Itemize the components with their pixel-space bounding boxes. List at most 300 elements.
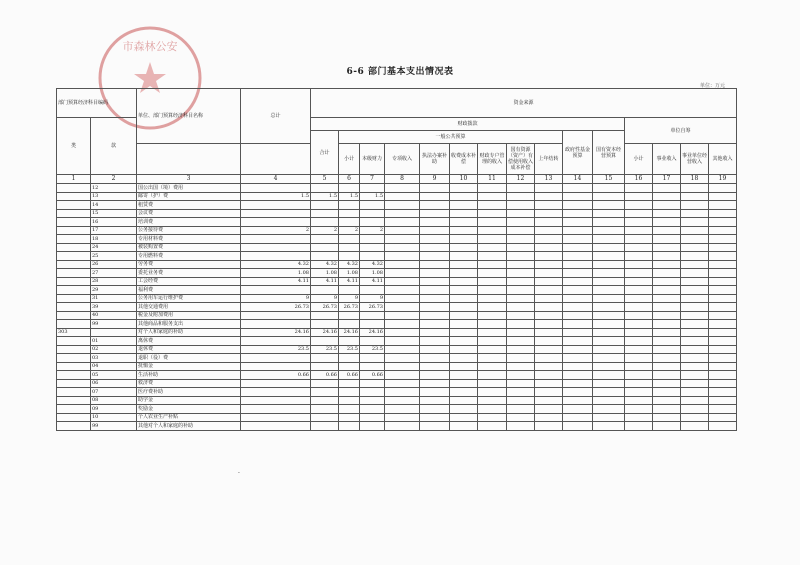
empty-cell (450, 362, 478, 371)
subject-name-cell: 公务接待费 (137, 226, 241, 235)
subject-name-cell: 对个人和家庭的补助 (137, 328, 241, 337)
table-row (57, 396, 737, 405)
expenditure-table (56, 88, 737, 431)
sum-cell: 1.5 (311, 192, 339, 201)
column-number: 8 (385, 175, 420, 184)
total-cell (241, 218, 311, 227)
subject-name-cell: 其他对个人和家庭的补助 (137, 422, 241, 431)
header-special: 专项收入 (385, 144, 420, 175)
empty-cell (535, 379, 563, 388)
empty-cell (478, 422, 507, 431)
item-cell: 29 (91, 286, 137, 295)
column-number-row (57, 175, 737, 184)
empty-cell (478, 320, 507, 329)
empty-cell (709, 226, 737, 235)
empty-cell (593, 320, 625, 329)
empty-cell (653, 388, 681, 397)
sum-cell: 1.08 (311, 269, 339, 278)
subtotal-cell (339, 243, 360, 252)
empty-cell (653, 226, 681, 235)
empty-cell (450, 269, 478, 278)
sum-cell: 2 (311, 226, 339, 235)
sum-cell (311, 311, 339, 320)
subtotal-cell (339, 362, 360, 371)
empty-cell (681, 294, 709, 303)
subtotal-cell: 4.32 (339, 260, 360, 269)
empty-cell (478, 218, 507, 227)
empty-cell (420, 260, 450, 269)
empty-cell (593, 192, 625, 201)
this-year-cell (360, 184, 385, 193)
empty-cell (709, 413, 737, 422)
empty-cell (385, 388, 420, 397)
empty-cell (593, 328, 625, 337)
sum-cell: 0.66 (311, 371, 339, 380)
empty-cell (450, 294, 478, 303)
subtotal-cell (339, 396, 360, 405)
empty-cell (535, 218, 563, 227)
total-cell (241, 405, 311, 414)
empty-cell (563, 396, 593, 405)
item-cell: 99 (91, 320, 137, 329)
class-cell (57, 184, 91, 193)
class-cell (57, 388, 91, 397)
empty-cell (535, 184, 563, 193)
empty-cell (593, 311, 625, 320)
total-cell: 0.66 (241, 371, 311, 380)
empty-cell (535, 192, 563, 201)
sum-cell (311, 252, 339, 261)
item-cell: 02 (91, 345, 137, 354)
empty-cell (563, 235, 593, 244)
empty-cell (681, 260, 709, 269)
empty-cell (478, 184, 507, 193)
empty-cell (507, 328, 535, 337)
empty-cell (507, 192, 535, 201)
class-cell: 303 (57, 328, 91, 337)
empty-cell (420, 337, 450, 346)
empty-cell (507, 413, 535, 422)
empty-cell (420, 311, 450, 320)
empty-cell (535, 362, 563, 371)
empty-cell (478, 311, 507, 320)
subtotal-cell: 0.66 (339, 371, 360, 380)
total-cell (241, 362, 311, 371)
empty-cell (625, 277, 653, 286)
empty-cell (563, 320, 593, 329)
empty-cell (420, 286, 450, 295)
empty-cell (709, 422, 737, 431)
subject-name-cell: 生活补助 (137, 371, 241, 380)
empty-cell (593, 345, 625, 354)
item-cell: 12 (91, 184, 137, 193)
empty-cell (653, 354, 681, 363)
class-cell (57, 345, 91, 354)
table-row (57, 201, 737, 210)
empty-cell (450, 371, 478, 380)
column-number: 19 (709, 175, 737, 184)
empty-cell (478, 379, 507, 388)
empty-cell (420, 388, 450, 397)
empty-cell (385, 405, 420, 414)
column-number: 12 (507, 175, 535, 184)
empty-cell (563, 371, 593, 380)
empty-cell (709, 371, 737, 380)
table-row (57, 184, 737, 193)
subject-name-cell: 公务用车运行维护费 (137, 294, 241, 303)
this-year-cell: 26.73 (360, 303, 385, 312)
empty-cell (625, 413, 653, 422)
empty-cell (450, 226, 478, 235)
table-row (57, 235, 737, 244)
class-cell (57, 337, 91, 346)
sum-cell (311, 320, 339, 329)
empty-cell (709, 235, 737, 244)
empty-cell (385, 184, 420, 193)
empty-cell (625, 303, 653, 312)
empty-cell (385, 311, 420, 320)
column-number: 10 (450, 175, 478, 184)
empty-cell (420, 371, 450, 380)
empty-cell (385, 192, 420, 201)
empty-cell (653, 405, 681, 414)
page-title: 6-6 部门基本支出情况表 (346, 67, 454, 77)
empty-cell (450, 354, 478, 363)
empty-cell (478, 252, 507, 261)
empty-cell (625, 396, 653, 405)
table-row (57, 354, 737, 363)
empty-cell (625, 269, 653, 278)
empty-cell (450, 337, 478, 346)
subtotal-cell (339, 209, 360, 218)
this-year-cell (360, 209, 385, 218)
empty-cell (709, 320, 737, 329)
empty-cell (420, 184, 450, 193)
empty-cell (625, 362, 653, 371)
header-operating-income: 事业单位经营收入 (681, 144, 709, 175)
empty-cell (535, 303, 563, 312)
header-class: 类 (57, 118, 91, 175)
empty-cell (681, 226, 709, 235)
class-cell (57, 371, 91, 380)
this-year-cell (360, 362, 385, 371)
sum-cell (311, 405, 339, 414)
empty-cell (681, 405, 709, 414)
total-cell: 24.16 (241, 328, 311, 337)
table-row (57, 337, 737, 346)
total-cell (241, 311, 311, 320)
total-cell (241, 337, 311, 346)
empty-cell (478, 286, 507, 295)
empty-cell (709, 388, 737, 397)
empty-cell (625, 371, 653, 380)
sum-cell (311, 201, 339, 210)
subject-name-cell: 租赁费 (137, 201, 241, 210)
empty-cell (535, 243, 563, 252)
empty-cell (681, 320, 709, 329)
empty-cell (420, 303, 450, 312)
item-cell: 16 (91, 218, 137, 227)
table-row (57, 286, 737, 295)
empty-cell (385, 320, 420, 329)
item-cell: 27 (91, 269, 137, 278)
empty-cell (625, 243, 653, 252)
class-cell (57, 192, 91, 201)
empty-cell (450, 405, 478, 414)
empty-cell (593, 422, 625, 431)
empty-cell (653, 235, 681, 244)
empty-cell (625, 209, 653, 218)
column-number: 18 (681, 175, 709, 184)
empty-cell (478, 396, 507, 405)
empty-cell (563, 354, 593, 363)
empty-cell (450, 303, 478, 312)
empty-cell (709, 354, 737, 363)
empty-cell (681, 201, 709, 210)
empty-cell (385, 260, 420, 269)
empty-cell (385, 226, 420, 235)
empty-cell (507, 201, 535, 210)
class-cell (57, 209, 91, 218)
empty-cell (625, 405, 653, 414)
empty-cell (450, 277, 478, 286)
this-year-cell (360, 379, 385, 388)
empty-cell (420, 192, 450, 201)
empty-cell (709, 260, 737, 269)
empty-cell (653, 362, 681, 371)
empty-cell (478, 243, 507, 252)
empty-cell (563, 303, 593, 312)
header-subtotal-all: 合计 (311, 131, 339, 175)
subject-name-cell: 其他商品和服务支出 (137, 320, 241, 329)
subtotal-cell (339, 286, 360, 295)
empty-cell (420, 362, 450, 371)
table-row (57, 405, 737, 414)
empty-cell (593, 303, 625, 312)
header-other-income: 其他收入 (709, 144, 737, 175)
class-cell (57, 286, 91, 295)
this-year-cell: 4.11 (360, 277, 385, 286)
sum-cell (311, 243, 339, 252)
empty-cell (709, 303, 737, 312)
subject-name-cell: 奖励金 (137, 405, 241, 414)
subtotal-cell (339, 405, 360, 414)
item-cell: 28 (91, 277, 137, 286)
empty-cell (593, 396, 625, 405)
empty-cell (593, 286, 625, 295)
empty-cell (625, 252, 653, 261)
empty-cell (625, 337, 653, 346)
subject-name-cell: 抚恤金 (137, 362, 241, 371)
subtotal-cell: 9 (339, 294, 360, 303)
empty-cell (593, 252, 625, 261)
sum-cell: 9 (311, 294, 339, 303)
empty-cell (478, 269, 507, 278)
empty-cell (535, 252, 563, 261)
subtotal-cell (339, 379, 360, 388)
this-year-cell: 1.08 (360, 269, 385, 278)
empty-cell (478, 405, 507, 414)
empty-cell (535, 226, 563, 235)
empty-cell (478, 277, 507, 286)
class-cell (57, 303, 91, 312)
class-cell (57, 413, 91, 422)
empty-cell (563, 388, 593, 397)
this-year-cell (360, 413, 385, 422)
empty-cell (593, 269, 625, 278)
header-this-year: 本级财力 (360, 144, 385, 175)
empty-cell (385, 201, 420, 210)
empty-cell (681, 379, 709, 388)
empty-cell (681, 337, 709, 346)
total-cell: 4.32 (241, 260, 311, 269)
empty-cell (625, 388, 653, 397)
empty-cell (507, 269, 535, 278)
empty-cell (507, 405, 535, 414)
column-number: 1 (57, 175, 91, 184)
this-year-cell (360, 396, 385, 405)
empty-cell (450, 388, 478, 397)
empty-cell (625, 201, 653, 210)
empty-cell (450, 243, 478, 252)
total-cell (241, 235, 311, 244)
item-cell (91, 328, 137, 337)
empty-cell (563, 328, 593, 337)
empty-cell (535, 277, 563, 286)
empty-cell (709, 405, 737, 414)
empty-cell (450, 328, 478, 337)
column-number: 5 (311, 175, 339, 184)
empty-cell (653, 277, 681, 286)
header-carryover: 上年结转 (535, 144, 563, 175)
subtotal-cell (339, 184, 360, 193)
this-year-cell (360, 286, 385, 295)
empty-cell (535, 354, 563, 363)
empty-cell (507, 379, 535, 388)
table-row (57, 192, 737, 201)
empty-cell (535, 201, 563, 210)
class-cell (57, 311, 91, 320)
empty-cell (709, 286, 737, 295)
class-cell (57, 396, 91, 405)
subject-name-cell: 个人农业生产补贴 (137, 413, 241, 422)
empty-cell (709, 277, 737, 286)
empty-cell (653, 269, 681, 278)
table-row (57, 209, 737, 218)
empty-cell (563, 209, 593, 218)
empty-cell (653, 379, 681, 388)
empty-cell (385, 362, 420, 371)
empty-cell (653, 294, 681, 303)
subject-name-cell: 福利费 (137, 286, 241, 295)
class-cell (57, 226, 91, 235)
empty-cell (535, 286, 563, 295)
empty-cell (681, 413, 709, 422)
table-row (57, 294, 737, 303)
empty-cell (478, 192, 507, 201)
empty-cell (385, 235, 420, 244)
empty-cell (385, 209, 420, 218)
empty-cell (535, 396, 563, 405)
empty-cell (593, 379, 625, 388)
column-number: 9 (420, 175, 450, 184)
empty-cell (681, 422, 709, 431)
subject-name-cell: 退休费 (137, 345, 241, 354)
sum-cell: 4.32 (311, 260, 339, 269)
empty-cell (420, 413, 450, 422)
empty-cell (420, 243, 450, 252)
this-year-cell: 2 (360, 226, 385, 235)
column-number: 13 (535, 175, 563, 184)
subject-name-cell: 国公出国（境）费用 (137, 184, 241, 193)
empty-cell (709, 396, 737, 405)
subtotal-cell: 24.16 (339, 328, 360, 337)
column-number: 3 (137, 175, 241, 184)
empty-cell (507, 277, 535, 286)
empty-cell (681, 218, 709, 227)
total-cell (241, 243, 311, 252)
this-year-cell (360, 320, 385, 329)
header-general-budget: 一般公共预算 (339, 131, 563, 144)
class-cell (57, 252, 91, 261)
subtotal-cell (339, 354, 360, 363)
class-cell (57, 354, 91, 363)
empty-cell (507, 345, 535, 354)
empty-cell (625, 235, 653, 244)
empty-cell (535, 311, 563, 320)
this-year-cell (360, 405, 385, 414)
empty-cell (507, 235, 535, 244)
header-gov-fund: 政府性基金预算 (563, 131, 593, 175)
empty-cell (450, 422, 478, 431)
header-enforcement: 执法办案补助 (420, 144, 450, 175)
sum-cell (311, 379, 339, 388)
empty-cell (653, 201, 681, 210)
this-year-cell (360, 388, 385, 397)
header-biz-income: 事业收入 (653, 144, 681, 175)
column-number: 14 (563, 175, 593, 184)
empty-cell (507, 252, 535, 261)
empty-cell (563, 260, 593, 269)
empty-cell (593, 294, 625, 303)
empty-cell (709, 362, 737, 371)
item-cell: 05 (91, 371, 137, 380)
empty-cell (681, 362, 709, 371)
item-cell: 14 (91, 201, 137, 210)
total-cell (241, 286, 311, 295)
empty-cell (420, 396, 450, 405)
empty-cell (709, 311, 737, 320)
empty-cell (593, 277, 625, 286)
column-number: 16 (625, 175, 653, 184)
this-year-cell: 4.32 (360, 260, 385, 269)
empty-cell (653, 396, 681, 405)
total-cell: 2 (241, 226, 311, 235)
class-cell (57, 379, 91, 388)
empty-cell (478, 201, 507, 210)
empty-cell (450, 252, 478, 261)
header-item: 款 (91, 118, 137, 175)
table-row (57, 388, 737, 397)
empty-cell (478, 413, 507, 422)
empty-cell (563, 201, 593, 210)
empty-cell (625, 260, 653, 269)
subtotal-cell (339, 218, 360, 227)
sum-cell (311, 337, 339, 346)
empty-cell (507, 371, 535, 380)
class-cell (57, 201, 91, 210)
subtotal-cell (339, 252, 360, 261)
